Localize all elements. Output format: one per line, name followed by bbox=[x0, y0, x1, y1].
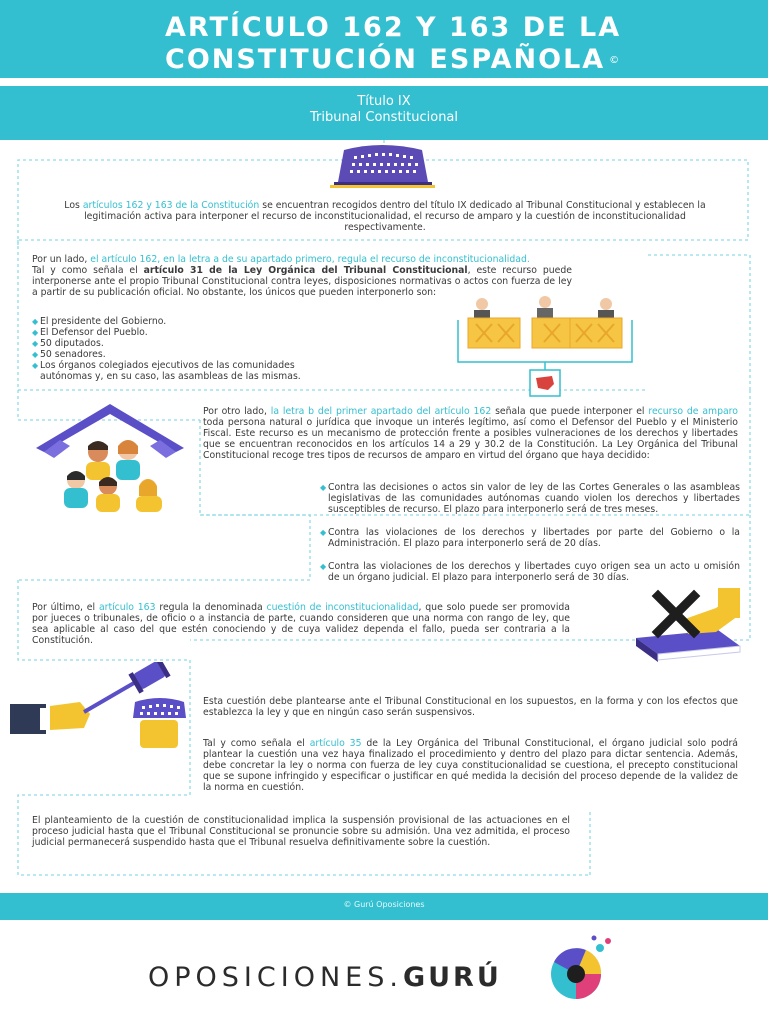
page-title-line-1: ARTÍCULO 162 Y 163 DE LA bbox=[165, 12, 622, 43]
list-item: ◆ El presidente del Gobierno. bbox=[32, 316, 167, 327]
brand-wordmark bbox=[148, 962, 502, 993]
guru-logo-icon bbox=[546, 932, 620, 1002]
tribunal-building-icon bbox=[330, 142, 435, 190]
page-title-line-2 bbox=[165, 44, 619, 75]
brand-bold: GURÚ bbox=[402, 962, 502, 993]
intro-paragraph: Los artículos 162 y 163 de la Constitución se encuentran recogidos dentro del título IX dedicado al Tribunal Constitucional y establecen la legitimación activa para interponer el recurso de inconstitucionalidad, el recurso de amparo y la cuestión de inconstitucionalidad respectivamente. bbox=[64, 200, 706, 233]
art162b-paragraph: Por otro lado, la letra b del primer apartado del artículo 162 señala que puede interponer el recurso de amparo toda persona natural o jurídica que invoque un interés legítimo, así como el Defensor del Pueblo y el Ministerio Fiscal. Este recurso es un mecanismo de protección frente a posibles vulneraciones de los derechos y libertades que se encuentran reconocidos en los artículos 14 a 29 y 30.2 de la Constitución. La Ley Orgánica del Tribunal Constitucional recoge tres tipos de recursos de amparo en virtud del órgano que haya decidido: bbox=[203, 406, 738, 461]
final-paragraph: El planteamiento de la cuestión de constitucionalidad implica la suspensión provisional de las actuaciones en el proceso judicial hasta que el Tribunal Constitucional se pronuncie sobre su admisión. Una vez admitida, el proceso judicial permanecerá suspendido hasta que el Tribunal resuelva definitivamente sobre la cuestión. bbox=[32, 815, 570, 848]
amparo-types-list bbox=[320, 482, 740, 583]
footer-credit: © Gurú Oposiciones bbox=[343, 900, 425, 909]
protected-people-icon bbox=[30, 400, 190, 515]
subtitle-titulo: Título IX bbox=[357, 94, 411, 109]
art162a-paragraph: Por un lado, el artículo 162, en la letra a de su apartado primero, regula el recurso de inconstitucionalidad. Tal y como señala el artículo 31 de la Ley Orgánica del Tribunal Constitucional, este recurso puede interponerse ante el propio Tribunal Constitucional contra leyes, disposiciones normativas o actos con fuerza de ley a partir de su publicación oficial. No obstante, los únicos que pueden interponerlo son: bbox=[32, 254, 572, 298]
copyright-mark: © bbox=[609, 55, 620, 66]
gavel-hand-icon bbox=[10, 662, 190, 754]
legitimados-list bbox=[32, 316, 332, 382]
list-item: ◆ Contra las violaciones de los derechos y libertades por parte del Gobierno o la Administración. El plazo para interponerlo será de 20 días. bbox=[320, 527, 740, 549]
list-item: ◆ Contra las decisiones o actos sin valor de ley de las Cortes Generales o las asambleas legislativas de las comunidades autónomas cuando violen los derechos y libertades susceptibles de recurso. El plazo para interponerlo será de tres meses. bbox=[320, 482, 740, 515]
list-item: ◆ El Defensor del Pueblo. bbox=[32, 327, 148, 338]
page-title-text: CONSTITUCIÓN ESPAÑOLA bbox=[165, 44, 606, 75]
header-divider bbox=[0, 78, 768, 86]
list-item: ◆ Contra las violaciones de los derechos y libertades cuyo origen sea un acto u omisión de un órgano judicial. El plazo para interponerlo será de 30 días. bbox=[320, 561, 740, 583]
cuestion-paragraph-1: Esta cuestión debe plantearse ante el Tribunal Constitucional en los supuestos, en la forma y con los efectos que establezca la ley y que en ningún caso serán suspensivos. bbox=[203, 696, 738, 718]
judges-panel-icon bbox=[448, 292, 640, 400]
cuestion-paragraph-2: Tal y como señala el artículo 35 de la Ley Orgánica del Tribunal Constitucional, el órgano judicial solo podrá plantear la cuestión una vez haya finalizado el procedimiento y dentro del plazo para dictar sentencia. Además, debe concretar la ley o norma con fuerza de ley cuya constitucionalidad se cuestiona, el precepto constitucional que se supone infringido y especificar o justificar en qué medida la decisión del proceso depende de la validez de la norma en cuestión. bbox=[203, 738, 738, 793]
list-item: ◆ 50 diputados. bbox=[32, 338, 104, 349]
brand-light: OPOSICIONES. bbox=[148, 962, 403, 993]
rejected-law-book-icon bbox=[632, 588, 744, 664]
subtitle-tribunal: Tribunal Constitucional bbox=[309, 110, 459, 125]
art163-paragraph: Por último, el artículo 163 regula la denominada cuestión de inconstitucionalidad, que solo puede ser promovida por jueces o tribunales, de oficio o a instancia de parte, cuando consideren que una norma con rango de ley, que sea aplicable al caso del que estén conociendo y de cuya validez dependa el fallo, pueda ser contraria a la Constitución. bbox=[32, 602, 570, 646]
list-item: ◆ Los órganos colegiados ejecutivos de las comunidades autónomas y, en su caso, las asambleas de las mismas. bbox=[32, 360, 301, 382]
list-item: ◆ 50 senadores. bbox=[32, 349, 106, 360]
